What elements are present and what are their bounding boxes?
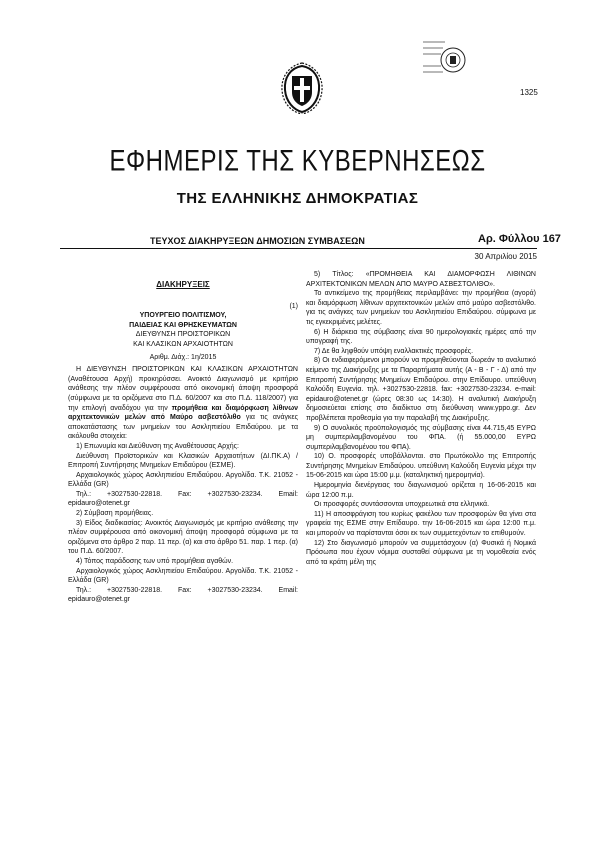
paragraph: 8) Οι ενδιαφερόμενοι μπορούν να προμηθεύονται δωρεάν το αναλυτικό κείμενο της Διακήρυξης με τα Παραρτήματα αυτής (Α - Β - Γ - Δ) από την Επιτροπή Συντήρησης Μνημείων Επιδαύρου. στην Επίδαυρο. υπεύθυνη Καλούδη Ευγενία. τηλ. +3027530-22818. fax: +3027530-23234. e-mail: epidauro@otenet.gr (ώρες 08:30 ως 14:30). Η αναλυτική Διακήρυξη δημοσιεύεται επίσης στο διαδίκτυο στη διεύθυνση www.yppo.gr. Δεν προβλέπεται προθεσμία για την παραλαβή της Διακήρυξης. bbox=[306, 357, 536, 422]
paragraph: 12) Στο διαγωνισμό μπορούν να συμμετάσχουν (α) Φυσικά ή Νομικά Πρόσωπα που έχουν νόμιμα συσταθεί σύμφωνα με τη νομοθεσία ενός από τα κράτη μέλη της bbox=[306, 539, 536, 566]
paragraph: 6) Η διάρκεια της σύμβασης είναι 90 ημερολογιακές ημέρες από την υπογραφή της. bbox=[306, 328, 536, 346]
paragraph: Οι προσφορές συντάσσονται υποχρεωτικά στα ελληνικά. bbox=[314, 501, 490, 509]
paragraph: 1) Επωνυμία και Διεύθυνση της Αναθέτουσας Αρχής: bbox=[76, 442, 239, 450]
ministry-line-2: ΠΑΙΔΕΙΑΣ ΚΑΙ ΘΡΗΣΚΕΥΜΑΤΩΝ bbox=[129, 321, 237, 329]
page-number: 1325 bbox=[520, 88, 538, 97]
intro-text-bold: προμήθεια και διαμόρφωση λίθινων αρχιτεκτονικών μελών από Μαύρο ασβεστόλιθο bbox=[68, 404, 298, 422]
stamp-icon bbox=[423, 36, 467, 78]
paragraph: 11) Η αποσφράγιση του κυρίως φακέλου των προσφορών θα γίνει στα γραφεία της ΕΣΜΕ στην Επίδαυρο. την 16-06-2015 και ώρα 12:00 π.μ. και μπορούν να παρίστανται όσοι εκ των συμμετεχόντων το επιθυμούν. bbox=[306, 510, 536, 538]
paragraph: Αρχαιολογικός χώρος Ασκληπιείου Επιδαύρου. Αργολίδα. Τ.Κ. 21052 - Ελλάδα (GR) bbox=[68, 567, 298, 585]
paragraph: Ημερομηνία διενέργειας του διαγωνισμού ορίζεται η 16-06-2015 και ώρα 12:00 π.μ. bbox=[306, 482, 536, 499]
intro-paragraph bbox=[68, 365, 298, 442]
paragraph: 9) Ο συνολικός προϋπολογισμός της σύμβασης είναι 44.715,45 ΕΥΡΩ μη συμπεριλαμβανομένου του ΦΠΑ. (ή 55.000,00 ΕΥΡΩ συμπεριλαμβανομένου του ΦΠΑ). bbox=[306, 424, 536, 451]
paragraph: 3) Είδος διαδικασίας: Ανοικτός Διαγωνισμός με κριτήριο ανάθεσης την πλέον συμφέρουσα από οικονομική άποψη προσφορά σύμφωνα με τα οριζόμενα στο άρθρο 2 παρ. 11 περ. (α) και στο άρθρο 51. παρ. 1 περ. (α) του Π.Δ. 60/2007. bbox=[68, 519, 298, 556]
paragraph: Το αντικείμενο της προμήθειας περιλαμβάνει: την προμήθεια (αγορά) και διαμόρφωση λίθινων αρχιτεκτονικών μελών από μαύρο ασβεστόλιθο. για τις ανάγκες των μνημείων του Ασκληπιείου Επιδαύρου. σύμφωνα με τις εγκεκριμένες μελέτες. bbox=[306, 290, 536, 326]
greek-coat-of-arms-emblem bbox=[280, 62, 324, 114]
gazette-subtitle: ΤΗΣ ΕΛΛΗΝΙΚΗΣ ΔΗΜΟΚΡΑΤΙΑΣ bbox=[176, 190, 419, 207]
paragraph: 10) Ο. προσφορές υποβάλλονται. στο Πρωτόκολλο της Επιτροπής Συντήρησης Μνημείων Επιδαύρου. υπεύθυνη Καλούδη Ευγενία μέχρι την 15-06-2015 και ώρα 15:00 μ.μ. (καταληκτική ημερομηνία). bbox=[306, 453, 536, 480]
paragraph: Αρχαιολογικός χώρος Ασκληπιείου Επιδαύρου. Αργολίδα. Τ.Κ. 21052 - Ελλάδα (GR) bbox=[68, 471, 298, 489]
directorate-line-2: ΚΑΙ ΚΛΑΣΙΚΩΝ ΑΡΧΑΙΟΤΗΤΩΝ bbox=[133, 340, 233, 348]
paragraph: 5) Τίτλος: «ΠΡΟΜΗΘΕΙΑ ΚΑΙ ΔΙΑΜΟΡΦΩΣΗ ΛΙΘΙΝΩΝ ΑΡΧΙΤΕΚΤΟΝΙΚΩΝ ΜΕΛΩΝ ΑΠΟ ΜΑΥΡΟ ΑΣΒΕΣΤΟΛΙΘΟ». bbox=[306, 271, 536, 288]
item-number: (1) bbox=[289, 302, 298, 310]
paragraph: Τηλ.: +3027530-22818. Fax: +3027530-23234. Email: epidauro@otenet.gr bbox=[68, 586, 298, 604]
issue-date: 30 Απριλίου 2015 bbox=[474, 252, 537, 261]
paragraph: 2) Σύμβαση προμήθειας. bbox=[76, 510, 154, 518]
section-heading: ΔΙΑΚΗΡΥΞΕΙΣ bbox=[156, 280, 210, 289]
left-column bbox=[68, 270, 298, 605]
paragraph: 4) Τόπος παράδοσης των υπό προμήθεια αγαθών. bbox=[76, 558, 234, 566]
paragraph: Τηλ.: +3027530-22818. Fax: +3027530-23234. Email: epidauro@otenet.gr bbox=[68, 490, 298, 508]
gazette-title: ΕΦΗΜΕΡΙΣ ΤΗΣ ΚΥΒΕΡΝΗΣΕΩΣ bbox=[109, 144, 486, 178]
paragraph: 7) Δε θα ληφθούν υπόψη εναλλακτικές προσφορές. bbox=[314, 347, 474, 355]
paragraph: Διεύθυνση Προϊστορικών και Κλασικών Αρχαιοτήτων (ΔΙ.ΠΚ.Α) /Επιτροπή Συντήρησης Μνημείων Επιδαύρου (ΕΣΜΕ). bbox=[68, 452, 298, 470]
printing-office-stamp bbox=[423, 36, 467, 78]
ministry-line-1: ΥΠΟΥΡΓΕΙΟ ΠΟΛΙΤΙΣΜΟΥ, bbox=[139, 312, 227, 320]
header-rule bbox=[60, 248, 537, 249]
intro-text-c: για τις ανάγκες αποκατάστασης των μνημείων του Ασκληπιείου Επιδαύρου. με τα ακόλουθα στοιχεία: bbox=[68, 414, 298, 441]
declaration-number: Αριθμ. Διάχ.: 1η/2015 bbox=[149, 353, 217, 361]
directorate-line-1: ΔΙΕΥΘΥΝΣΗ ΠΡΟΙΣΤΟΡΙΚΩΝ bbox=[135, 331, 231, 339]
series-label: ΤΕΥΧΟΣ ΔΙΑΚΗΡΥΞΕΩΝ ΔΗΜΟΣΙΩΝ ΣΥΜΒΑΣΕΩΝ bbox=[150, 236, 365, 246]
intro-text-a: Η ΔΙΕΥΘΥΝΣΗ ΠΡΟΙΣΤΟΡΙΚΩΝ ΚΑΙ ΚΛΑΣΙΚΩΝ ΑΡΧΑΙΟΤΗΤΩΝ (Αναθέτουσα Αρχή) προκηρύσσει. Ανοικτό Διαγωνισμό με κριτήριο ανάθεσης την πλέον συμφέρουσα από οικονομική άποψη προσφορά (σύμφωνα με τα οριζόμενα στο Π.Δ. 60/2007 και στο Π.Δ. 118/2007) για την επιλογή αναδόχου για την bbox=[68, 366, 298, 412]
right-column bbox=[306, 270, 536, 567]
issue-number: Αρ. Φύλλου 167 bbox=[478, 233, 561, 245]
